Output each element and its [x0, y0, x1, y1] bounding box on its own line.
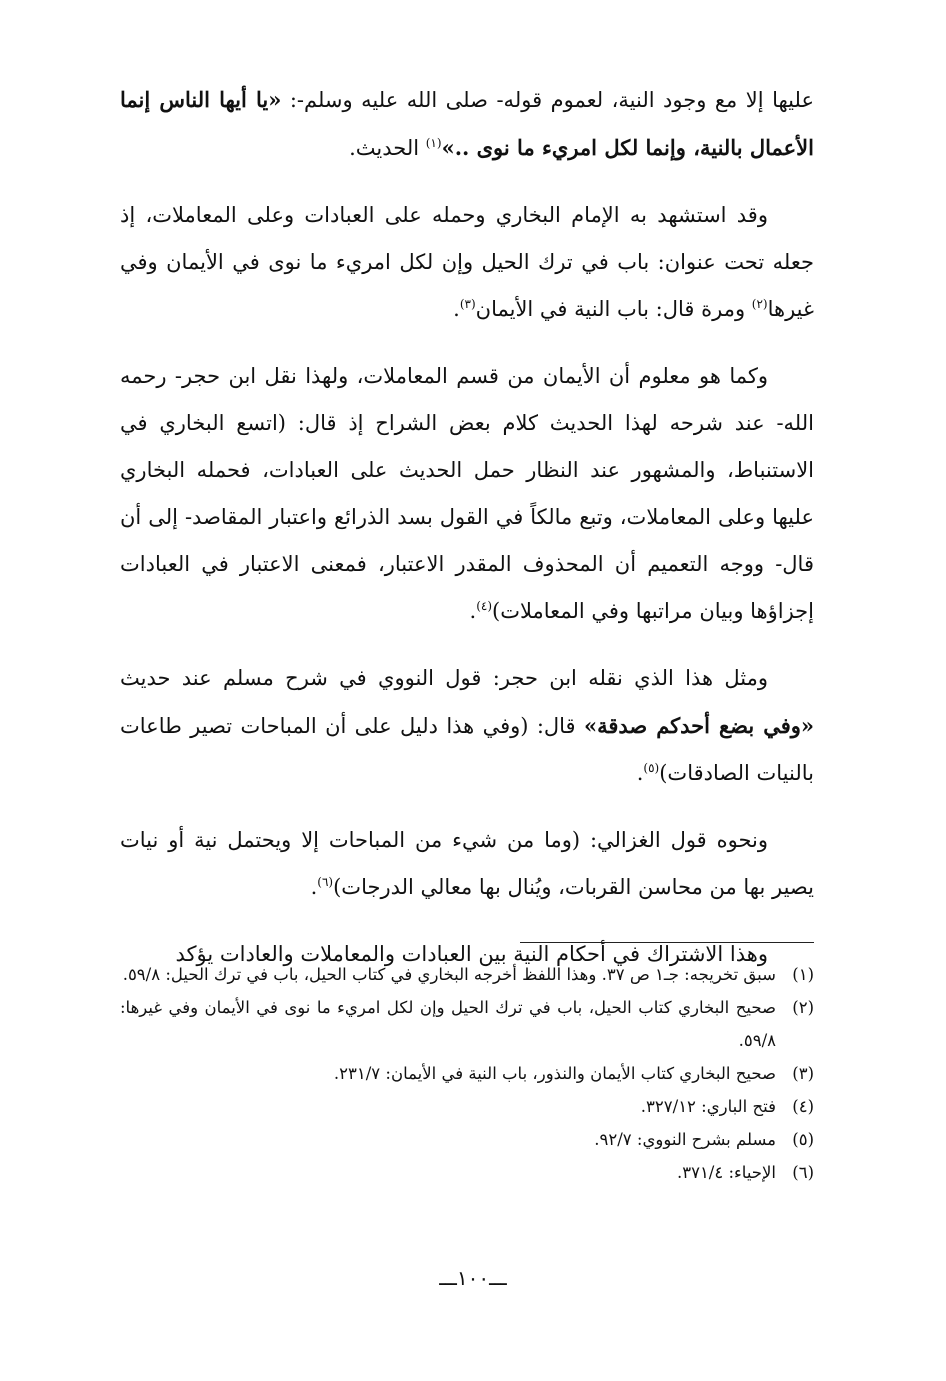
text-run: ونحوه قول الغزالي: (وما من شيء من المباحات إلا ويحتمل نية أو نيات يصير بها من محاسن القربات، ويُنال بها معالي الدرجات)	[120, 828, 814, 899]
footnote-ref: (٢)	[751, 297, 768, 311]
text-run: ومثل هذا الذي نقله ابن حجر: قول النووي في شرح مسلم عند حديث	[120, 666, 768, 690]
text-run: وهذا الاشتراك في أحكام النية بين العبادات والمعاملات والعادات يؤكد	[175, 942, 768, 966]
text-run: وقد استشهد به الإمام البخاري وحمله على العبادات وعلى المعاملات، إذ جعله تحت عنوان: باب في ترك الحيل وإن لكل امريء ما نوى في الأيمان وفي غيرها	[120, 203, 814, 321]
quoted-hadith: «يا أيها الناس إنما الأعمال بالنية، وإنما لكل امريء ما نوى ..»	[120, 87, 814, 160]
footnote-text: مسلم بشرح النووي: ٩٢/٧.	[594, 1130, 776, 1149]
footnote-ref: (٥)	[643, 761, 660, 775]
footnote-text: صحيح البخاري كتاب الأيمان والنذور، باب النية في الأيمان: ٢٣١/٧.	[333, 1064, 776, 1083]
text-run: .	[636, 761, 644, 785]
paragraph	[120, 655, 814, 797]
paragraph	[120, 353, 814, 635]
footnote	[120, 991, 814, 1057]
footnote	[120, 958, 814, 991]
footnote-divider	[520, 942, 814, 943]
footnote-number: (٥)	[792, 1130, 814, 1149]
footnote-number: (٦)	[792, 1163, 814, 1182]
footnote-number: (١)	[792, 965, 814, 984]
footnote-text: الإحياء: ٣٧١/٤.	[676, 1163, 776, 1182]
footnote-text: فتح الباري: ٣٢٧/١٢.	[640, 1097, 776, 1116]
paragraph	[120, 76, 814, 172]
footnote-ref: (١)	[425, 136, 442, 150]
paragraph	[120, 192, 814, 333]
footnote-ref: (٣)	[459, 297, 476, 311]
footnote-number: (٤)	[792, 1097, 814, 1116]
text-run: ومرة قال: باب النية في الأيمان	[475, 297, 752, 321]
main-text	[120, 76, 814, 998]
text-run: وكما هو معلوم أن الأيمان من قسم المعاملات، ولهذا نقل ابن حجر- رحمه الله- عند شرحه لهذا الحديث كلام بعض الشراح إذ قال: (اتسع البخاري في الاستنباط، والمشهور عند النظار حمل الحديث على العبادات، فحمله البخاري عليها وعلى المعاملات، وتبع مالكاً في القول بسد الذرائع واعتبار المقاصد- إلى أن قال- ووجه التعميم أن المحذوف المقدر الاعتبار، فمعنى الاعتبار في العبادات إجزاؤها وبيان مراتبها وفي المعاملات)	[120, 364, 814, 623]
quoted-hadith: «وفي بضع أحدكم صدقة»	[583, 713, 814, 738]
text-run: الحديث.	[349, 136, 426, 160]
footnote-ref: (٤)	[476, 599, 493, 613]
footnote	[120, 1057, 814, 1090]
paragraph	[120, 817, 814, 911]
text-run: .	[469, 599, 477, 623]
footnote	[120, 1156, 814, 1189]
footnote	[120, 1090, 814, 1123]
footnote-text: صحيح البخاري كتاب الحيل، باب في ترك الحيل وإن لكل امريء ما نوى في الأيمان وفي غيرها: ٥٩/٨.	[120, 998, 776, 1050]
footnote-text: سبق تخريجه: جـ١ ص ٣٧. وهذا اللفظ أخرجه البخاري في كتاب الحيل، باب في ترك الحيل: ٥٩/٨.	[122, 965, 776, 984]
page-number: ـــ١٠٠ـــ	[439, 1266, 507, 1290]
text-run: .	[453, 297, 460, 321]
footnotes	[120, 958, 814, 1189]
footnote-ref: (٦)	[317, 875, 334, 889]
footnote	[120, 1123, 814, 1156]
text-run: عليها إلا مع وجود النية، لعموم قوله- صلى الله عليه وسلم-:	[281, 88, 814, 112]
footnote-number: (٣)	[792, 1064, 814, 1083]
text-run: .	[310, 875, 318, 899]
text-run: قال: (وفي هذا دليل على أن المباحات تصير طاعات بالنيات الصادقات)	[120, 714, 814, 785]
footnote-number: (٢)	[792, 998, 814, 1017]
